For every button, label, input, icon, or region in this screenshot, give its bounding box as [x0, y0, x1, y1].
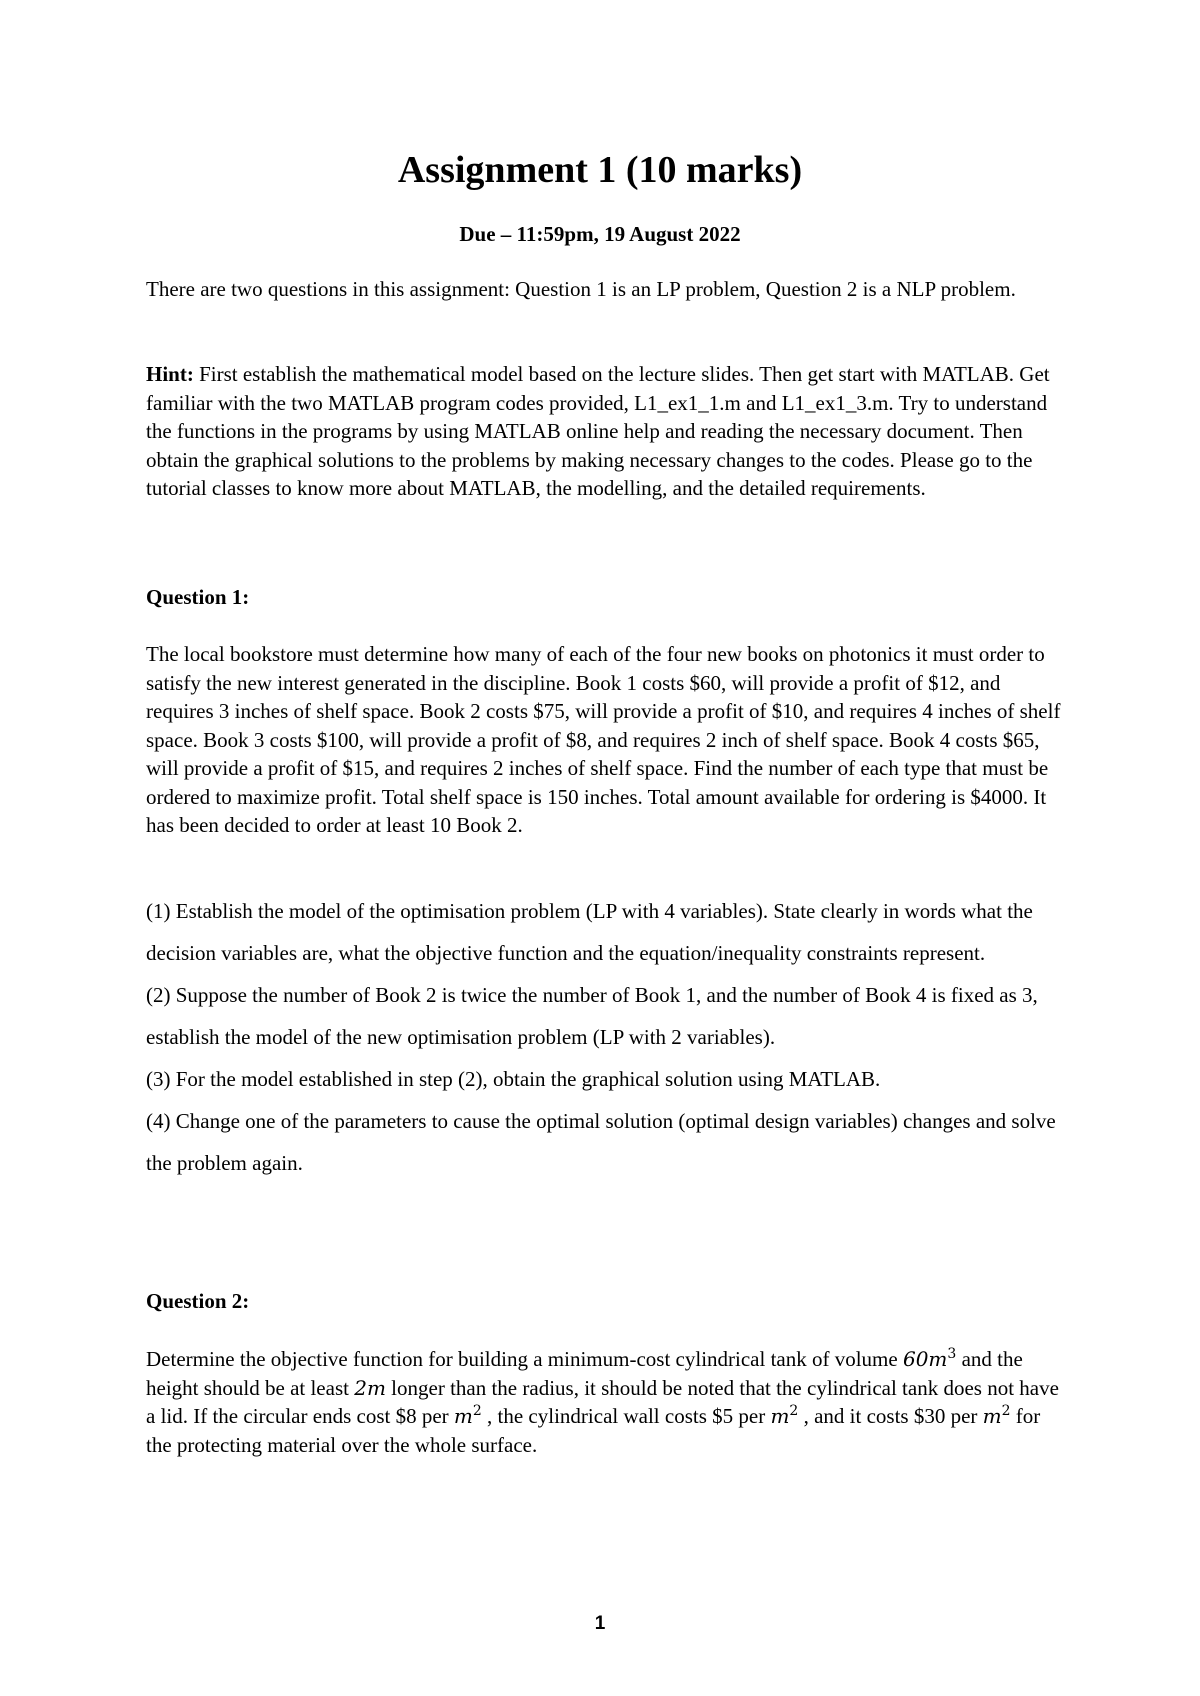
unit-symbol: m — [982, 1404, 1002, 1428]
question1-task-1: (1) Establish the model of the optimisation problem (LP with 4 variables). State clearly in words what the decision variables are, what the objective function and the equation/inequality constraints represent. — [146, 899, 1033, 965]
unit-exponent: 2 — [789, 1403, 799, 1419]
unit-symbol: m — [770, 1404, 790, 1428]
unit-expression — [983, 1404, 1011, 1428]
question2-text — [146, 1345, 1066, 1459]
question1-task-2: (2) Suppose the number of Book 2 is twice the number of Book 1, and the number of Book 4 is fixed as 3, establish the model of the new optimisation problem (LP with 2 variables). — [146, 983, 1038, 1049]
question2-text-part: and the height should be at least — [146, 1347, 1023, 1400]
question1-text: The local bookstore must determine how many of each of the four new books on photonics it must order to satisfy the new interest generated in the discipline. Book 1 costs $60, will provide a profit of $12, and requires 3 inches of shelf space. Book 2 costs $75, will provide a profit of $10, and requires 4 inches of shelf space. Book 3 costs $100, will provide a profit of $8, and requires 2 inch of shelf space. Book 4 costs $65, will provide a profit of $15, and requires 2 inches of shelf space. Find the number of each type that must be ordered to maximize profit. Total shelf space is 150 inches. Total amount available for ordering is $4000. It has been decided to order at least 10 Book 2. — [146, 642, 1061, 837]
question2-heading: Question 2: — [146, 1289, 250, 1313]
question2-text-part: , the cylindrical wall costs $5 per — [481, 1404, 771, 1428]
question1-heading: Question 1: — [146, 585, 250, 609]
volume-exponent: 3 — [947, 1346, 957, 1362]
question2-text-part: , and it costs $30 per — [798, 1404, 983, 1428]
unit-exponent: 2 — [1001, 1403, 1011, 1419]
volume-value: 60m — [902, 1347, 948, 1371]
question1-task-list — [146, 890, 1066, 1184]
assignment-title: Assignment 1 (10 marks) — [397, 149, 803, 191]
volume-expression — [903, 1347, 956, 1371]
hint-paragraph — [146, 360, 1066, 503]
hint-text: First establish the mathematical model based on the lecture slides. Then get start with MATLAB. Get familiar with the two MATLAB program codes provided, L1_ex1_1.m and L1_ex1_3.m. Try to understand the functions in the programs by using MATLAB online help and reading the necessary document. Then obtain the graphical solutions to the problems by making necessary changes to the codes. Please go to the tutorial classes to know more about MATLAB, the modelling, and the detailed requirements. — [146, 362, 1050, 500]
due-date: Due – 11:59pm, 19 August 2022 — [459, 222, 741, 246]
unit-expression — [454, 1404, 482, 1428]
question1-task-3: (3) For the model established in step (2), obtain the graphical solution using MATLAB. — [146, 1067, 881, 1091]
unit-exponent: 2 — [472, 1403, 482, 1419]
question1-task-4: (4) Change one of the parameters to cause the optimal solution (optimal design variables) changes and solve the problem again. — [146, 1109, 1056, 1175]
unit-expression — [770, 1404, 798, 1428]
question2-text-part: longer than the radius, it should be noted that the cylindrical tank does not have a lid. If the circular ends cost $8 per — [146, 1375, 1059, 1428]
page-number: 1 — [594, 1613, 606, 1634]
question2-text-part: for the protecting material over the whole surface. — [146, 1404, 1041, 1457]
unit-symbol: m — [453, 1404, 473, 1428]
height-difference: 2m — [354, 1375, 386, 1400]
question2-text-part: Determine the objective function for building a minimum-cost cylindrical tank of volume — [146, 1347, 903, 1371]
intro-paragraph: There are two questions in this assignment: Question 1 is an LP problem, Question 2 is a NLP problem. — [146, 277, 1016, 301]
hint-label: Hint: — [146, 362, 194, 386]
